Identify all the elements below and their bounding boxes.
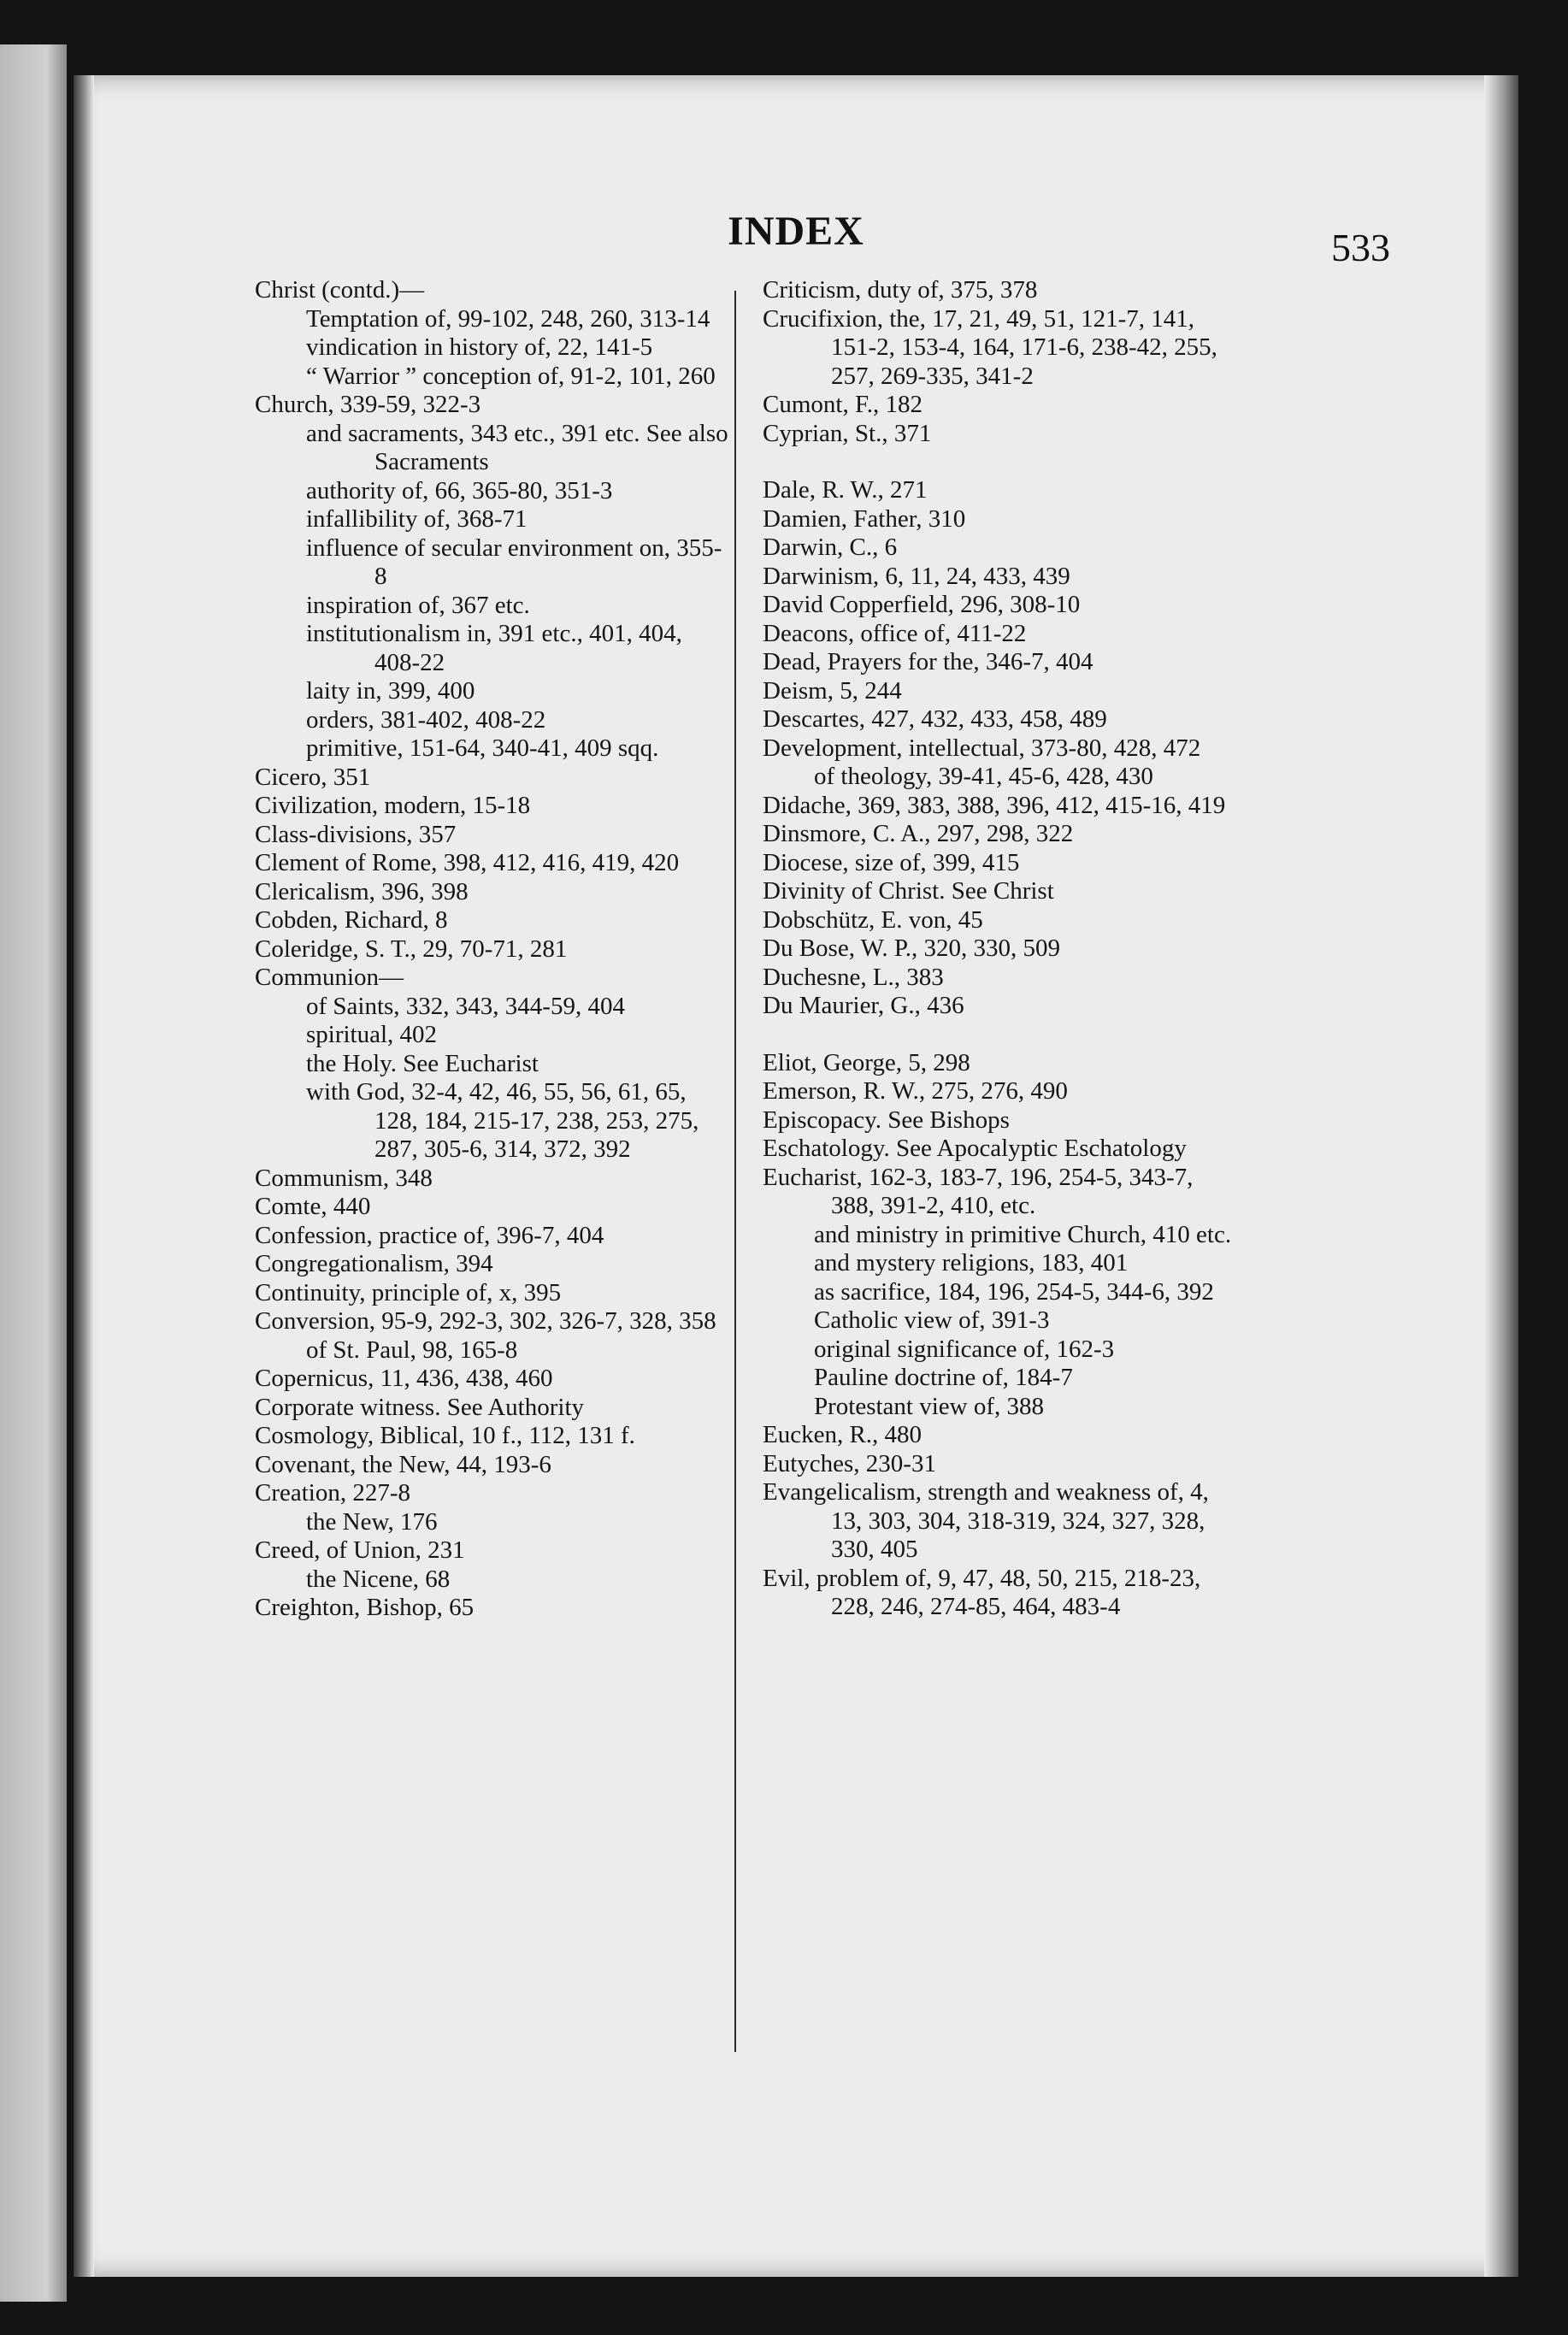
index-entry: David Copperfield, 296, 308-10 — [763, 591, 1081, 618]
index-entry: Du Maurier, G., 436 — [763, 992, 964, 1019]
index-subentry: original significance of, 162-3 — [814, 1335, 1115, 1363]
index-entry: Clement of Rome, 398, 412, 416, 419, 420 — [255, 849, 680, 876]
index-entry: Church, 339-59, 322-3 — [255, 391, 481, 418]
index-entry: Du Bose, W. P., 320, 330, 509 — [763, 935, 1061, 962]
index-entry: Episcopacy. See Bishops — [763, 1106, 1010, 1134]
entry-gap — [763, 448, 1241, 476]
index-subentry: Protestant view of, 388 — [814, 1392, 1045, 1420]
index-subentry: Pauline doctrine of, 184-7 — [814, 1364, 1073, 1391]
index-entry: Dead, Prayers for the, 346-7, 404 — [763, 648, 1093, 675]
index-entry: Crucifixion, the, 17, 21, 49, 51, 121-7, 141, 151-2, 153-4, 164, 171-6, 238-42, 255, 257, 269-335, 341-2 — [763, 304, 1217, 390]
index-entry: Divinity of Christ. See Christ — [763, 877, 1054, 905]
index-entry: Darwinism, 6, 11, 24, 433, 439 — [763, 562, 1070, 590]
index-subentry: and ministry in primitive Church, 410 etc. — [814, 1220, 1232, 1248]
index-column-right — [763, 276, 1241, 1622]
index-entry: Corporate witness. See Authority — [255, 1393, 585, 1421]
column-divider — [734, 291, 736, 2052]
index-page — [74, 75, 1518, 2277]
index-entry: Civilization, modern, 15-18 — [255, 792, 531, 819]
index-subentry: spiritual, 402 — [306, 1021, 438, 1048]
index-entry: Eutyches, 230-31 — [763, 1449, 936, 1477]
facing-page-edge — [0, 44, 67, 2302]
index-entry: Cosmology, Biblical, 10 f., 112, 131 f. — [255, 1422, 635, 1449]
index-entry: Congregationalism, 394 — [255, 1250, 493, 1277]
index-entry: Confession, practice of, 396-7, 404 — [255, 1221, 604, 1249]
index-entry: Continuity, principle of, x, 395 — [255, 1278, 562, 1306]
index-entry: Christ (contd.)— — [255, 276, 425, 304]
page-number: 533 — [1331, 226, 1390, 269]
index-entry: Didache, 369, 383, 388, 396, 412, 415-16, 419 — [763, 791, 1226, 819]
index-entry: Cicero, 351 — [255, 763, 371, 791]
index-entry: Criticism, duty of, 375, 378 — [763, 276, 1038, 304]
index-subentry: with God, 32-4, 42, 46, 55, 56, 61, 65, 128, 184, 215-17, 238, 253, 275, 287, 305-6, 314, 372, 392 — [306, 1078, 699, 1163]
index-entry: Evangelicalism, strength and weakness of, 4, 13, 303, 304, 318-319, 324, 327, 328, 330, 405 — [763, 1478, 1209, 1563]
index-subentry: of theology, 39-41, 45-6, 428, 430 — [814, 763, 1153, 790]
index-entry: Communism, 348 — [255, 1164, 433, 1192]
index-subentry: the Nicene, 68 — [306, 1565, 451, 1593]
index-subentry: and sacraments, 343 etc., 391 etc. See also Sacraments — [306, 419, 728, 475]
index-entry: Eschatology. See Apocalyptic Eschatology — [763, 1135, 1187, 1162]
index-subentry: as sacrifice, 184, 196, 254-5, 344-6, 392 — [814, 1277, 1214, 1306]
index-subentry: laity in, 399, 400 — [306, 677, 475, 705]
index-entry: Emerson, R. W., 275, 276, 490 — [763, 1077, 1068, 1105]
index-entry: Darwin, C., 6 — [763, 534, 898, 561]
index-subentry: infallibility of, 368-71 — [306, 505, 528, 533]
index-subentry: orders, 381-402, 408-22 — [306, 705, 546, 734]
index-entry: Copernicus, 11, 436, 438, 460 — [255, 1365, 553, 1392]
index-entry: Conversion, 95-9, 292-3, 302, 326-7, 328, 358 — [255, 1307, 716, 1335]
index-column-left — [255, 276, 734, 1623]
index-entry: Eucharist, 162-3, 183-7, 196, 254-5, 343-7, 388, 391-2, 410, etc. — [763, 1163, 1194, 1219]
index-entry: Cobden, Richard, 8 — [255, 906, 448, 934]
index-subentry: primitive, 151-64, 340-41, 409 sqq. — [306, 734, 659, 762]
index-entry: Coleridge, S. T., 29, 70-71, 281 — [255, 935, 568, 963]
index-entry: Creation, 227-8 — [255, 1479, 411, 1507]
page-edge — [1484, 75, 1518, 2277]
index-subentry: inspiration of, 367 etc. — [306, 591, 530, 619]
index-entry: Eucken, R., 480 — [763, 1421, 923, 1448]
index-entry: Development, intellectual, 373-80, 428, 472 — [763, 734, 1201, 762]
index-entry: Communion— — [255, 964, 404, 991]
index-subentry: authority of, 66, 365-80, 351-3 — [306, 476, 613, 504]
index-entry: Dinsmore, C. A., 297, 298, 322 — [763, 820, 1074, 847]
index-subentry: “ Warrior ” conception of, 91-2, 101, 260 — [306, 362, 716, 390]
index-subentry: the New, 176 — [306, 1507, 438, 1536]
index-subentry: of St. Paul, 98, 165-8 — [306, 1336, 518, 1364]
index-entry: Descartes, 427, 432, 433, 458, 489 — [763, 705, 1107, 733]
index-entry: Diocese, size of, 399, 415 — [763, 848, 1020, 876]
index-subentry: of Saints, 332, 343, 344-59, 404 — [306, 992, 625, 1020]
index-entry: Evil, problem of, 9, 47, 48, 50, 215, 218-23, 228, 246, 274-85, 464, 483-4 — [763, 1564, 1201, 1620]
index-entry: Dale, R. W., 271 — [763, 476, 928, 504]
index-subentry: institutionalism in, 391 etc., 401, 404, 408-22 — [306, 620, 682, 676]
index-subentry: the Holy. See Eucharist — [306, 1049, 539, 1077]
page-gutter — [74, 75, 94, 2277]
entry-gap — [763, 1021, 1241, 1049]
index-entry: Deism, 5, 244 — [763, 676, 902, 705]
index-entry: Duchesne, L., 383 — [763, 963, 944, 991]
index-entry: Creed, of Union, 231 — [255, 1536, 465, 1564]
index-subentry: and mystery religions, 183, 401 — [814, 1249, 1129, 1277]
index-entry: Dobschütz, E. von, 45 — [763, 905, 983, 934]
index-entry: Damien, Father, 310 — [763, 504, 966, 533]
index-entry: Clericalism, 396, 398 — [255, 877, 469, 905]
index-entry: Creighton, Bishop, 65 — [255, 1594, 475, 1621]
index-subentry: Catholic view of, 391-3 — [814, 1306, 1050, 1334]
index-entry: Comte, 440 — [255, 1193, 371, 1220]
index-entry: Cyprian, St., 371 — [763, 419, 932, 447]
index-subentry: influence of secular environment on, 355-8 — [306, 534, 722, 590]
index-entry: Class-divisions, 357 — [255, 820, 457, 848]
index-entry: Cumont, F., 182 — [763, 391, 923, 418]
index-subentry: Temptation of, 99-102, 248, 260, 313-14 — [306, 304, 710, 333]
index-entry: Eliot, George, 5, 298 — [763, 1048, 970, 1076]
index-entry: Covenant, the New, 44, 193-6 — [255, 1450, 551, 1478]
index-subentry: vindication in history of, 22, 141-5 — [306, 333, 653, 361]
index-entry: Deacons, office of, 411-22 — [763, 619, 1027, 647]
page-title: INDEX — [728, 209, 864, 254]
